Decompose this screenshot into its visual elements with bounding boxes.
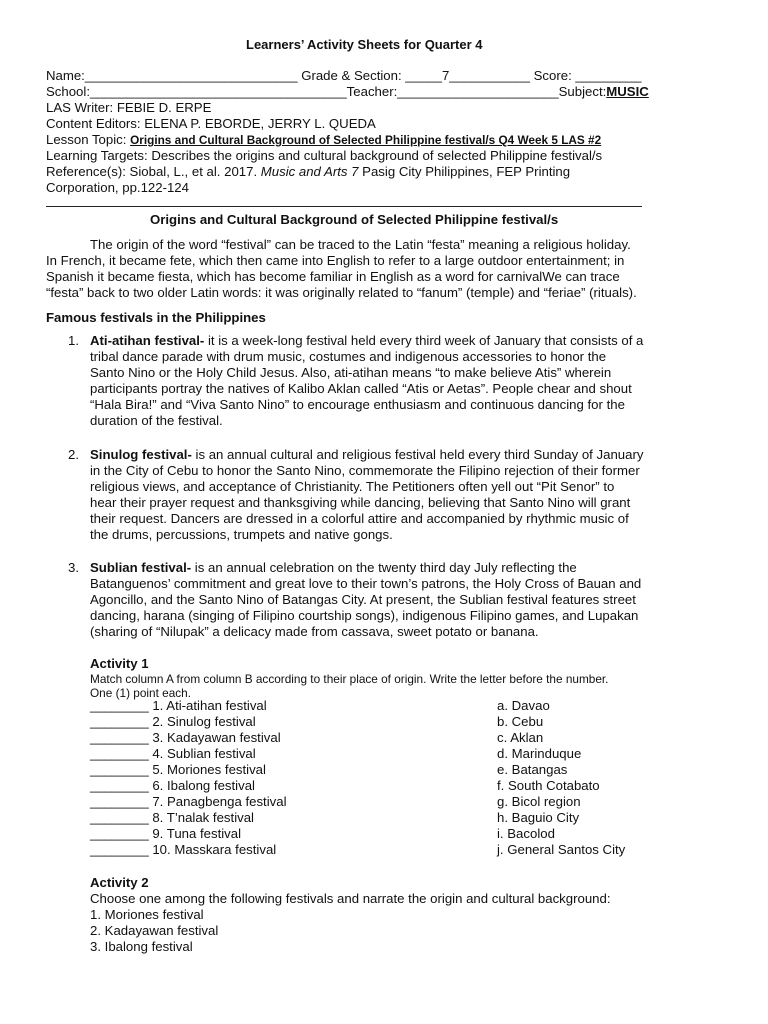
column-b-item-g: g. Bicol region — [497, 794, 581, 809]
activity-2-option-2: 2. Kadayawan festival — [90, 923, 219, 938]
festival-1-line-2: tribal dance parade with drum music, costumes and indigenous accessories to honor the — [90, 349, 607, 364]
column-a-item-7: ________ 7. Panagbenga festival — [90, 794, 287, 809]
festival-2-line-5: their request. Dancers are dressed in a colorful attire and accompanied by rhythmic music of — [90, 511, 629, 526]
intro-line-2: In French, it became fete, which then came into English to refer to a large outdoor entertainment; in — [46, 253, 625, 268]
column-b-item-i: i. Bacolod — [497, 826, 555, 841]
column-b-item-d: d. Marinduque — [497, 746, 582, 761]
column-a-item-2: ________ 2. Sinulog festival — [90, 714, 256, 729]
intro-line-1: The origin of the word “festival” can be traced to the Latin “festa” meaning a religious holiday. — [90, 237, 631, 252]
activity-2-heading: Activity 2 — [90, 875, 149, 890]
festival-3-line-3: Agoncillo, and the Santo Nino of Batangas City. At present, the Sublian festival features street — [90, 592, 636, 607]
festival-2-name: Sinulog festival- — [90, 447, 192, 462]
famous-festivals-heading: Famous festivals in the Philippines — [46, 310, 266, 325]
reference-line-1 — [46, 164, 570, 180]
name-grade-score-line: Name:_____________________________ Grade & Section: _____7___________ Score: _________ — [46, 68, 642, 83]
festival-1-name: Ati-atihan festival- — [90, 333, 205, 348]
lesson-topic-label: Lesson Topic: — [46, 132, 131, 147]
activity-1-heading: Activity 1 — [90, 656, 149, 671]
festival-2-number: 2. — [68, 447, 79, 462]
content-editors: Content Editors: ELENA P. EBORDE, JERRY L. QUEDA — [46, 116, 376, 131]
festival-1-line-3: Santo Nino or the Holy Child Jesus. Also, ati-atihan means “to make believe Atis” wherein — [90, 365, 612, 380]
column-b-item-f: f. South Cotabato — [497, 778, 600, 793]
festival-2-line-6: the drums, percussions, trumpets and native gongs. — [90, 527, 393, 542]
school-teacher-subject-line — [46, 84, 649, 100]
festival-2-line-3: religious views, and acceptance of Christianity. The Petitioners often yell out “Pit Senor” to — [90, 479, 615, 494]
column-a-item-6: ________ 6. Ibalong festival — [90, 778, 255, 793]
festival-2-line-4: hear their prayer request and thanksgiving while dancing, believing that Santo Nino will grant — [90, 495, 631, 510]
festival-1-line-5: “Hala Bira!” and “Viva Santo Nino” to encourage enthusiasm and continuous dancing for the — [90, 397, 625, 412]
learning-targets: Learning Targets: Describes the origins and cultural background of selected Philippine festival/s — [46, 148, 603, 163]
column-b-item-b: b. Cebu — [497, 714, 544, 729]
festival-1-line-1: Ati-atihan festival- it is a week-long festival held every third week of January that consists of a — [90, 333, 644, 348]
festival-3-line-5: (sharing of “Nilupak” a delicacy made from cassava, sweet potato or banana. — [90, 624, 539, 639]
reference-label: Reference(s): Siobal, L., et al. 2017. — [46, 164, 261, 179]
column-a-item-4: ________ 4. Sublian festival — [90, 746, 256, 761]
reference-publisher: Pasig City Philippines, FEP Printing — [358, 164, 571, 179]
intro-line-3: Spanish it became fiesta, which has become familiar in English as a word for carnivalWe can trace — [46, 269, 620, 284]
subject-value: MUSIC — [606, 84, 649, 99]
lesson-topic — [46, 132, 601, 148]
column-b-item-a: a. Davao — [497, 698, 550, 713]
festival-3-name: Sublian festival- — [90, 560, 192, 575]
festival-2-line-2: in the City of Cebu to honor the Santo Nino, commemorate the Filipino rejection of their former — [90, 463, 640, 478]
festival-3-line-4: dancing, harana (singing of Filipino courtship songs), indigenous Filipino games, and Lupakan — [90, 608, 639, 623]
festival-1-line-6: duration of the festival. — [90, 413, 223, 428]
festival-1-line-4: participants portray the natives of Kalibo Aklan called “Atis or Aetas”. People chear and shout — [90, 381, 632, 396]
reference-line-2: Corporation, pp.122-124 — [46, 180, 189, 195]
festival-3-line-1: Sublian festival- is an annual celebration on the twenty third day July reflecting the — [90, 560, 577, 575]
column-b-item-j: j. General Santos City — [497, 842, 626, 857]
section-title: Origins and Cultural Background of Selected Philippine festival/s — [150, 212, 559, 227]
column-b-item-e: e. Batangas — [497, 762, 568, 777]
activity-2-instruction: Choose one among the following festivals and narrate the origin and cultural background: — [90, 891, 611, 906]
column-a-item-9: ________ 9. Tuna festival — [90, 826, 242, 841]
column-a-item-10: ________ 10. Masskara festival — [90, 842, 277, 857]
las-writer: LAS Writer: FEBIE D. ERPE — [46, 100, 212, 115]
column-a-item-8: ________ 8. T’nalak festival — [90, 810, 254, 825]
festival-3-line-2: Batanguenos’ commitment and great love to their town’s patrons, the Holy Cross of Bauan and — [90, 576, 642, 591]
sheet-title: Learners’ Activity Sheets for Quarter 4 — [246, 37, 483, 52]
activity-2-option-1: 1. Moriones festival — [90, 907, 204, 922]
school-teacher-label: School:___________________________________Teacher:______________________Subject: — [46, 84, 607, 99]
column-a-item-1: ________ 1. Ati-atihan festival — [90, 698, 267, 713]
column-a-item-5: ________ 5. Moriones festival — [90, 762, 266, 777]
column-b-item-h: h. Baguio City — [497, 810, 580, 825]
lesson-topic-value: Origins and Cultural Background of Selected Philippine festival/s Q4 Week 5 LAS #2 — [130, 133, 602, 147]
activity-1-points: One (1) point each. — [90, 686, 191, 700]
festival-2-line-1: Sinulog festival- is an annual cultural and religious festival held every third Sunday of January — [90, 447, 644, 462]
intro-line-4: “festa” back to two older Latin words: it was originally related to “fanum” (temple) and “feriae” (rituals). — [46, 285, 637, 300]
header-divider — [46, 206, 642, 207]
activity-1-instruction: Match column A from column B according to their place of origin. Write the letter before the number. — [90, 672, 609, 686]
activity-2-option-3: 3. Ibalong festival — [90, 939, 193, 954]
column-b-item-c: c. Aklan — [497, 730, 544, 745]
festival-1-number: 1. — [68, 333, 79, 348]
festival-3-number: 3. — [68, 560, 79, 575]
reference-book: Music and Arts 7 — [260, 164, 359, 179]
column-a-item-3: ________ 3. Kadayawan festival — [90, 730, 281, 745]
